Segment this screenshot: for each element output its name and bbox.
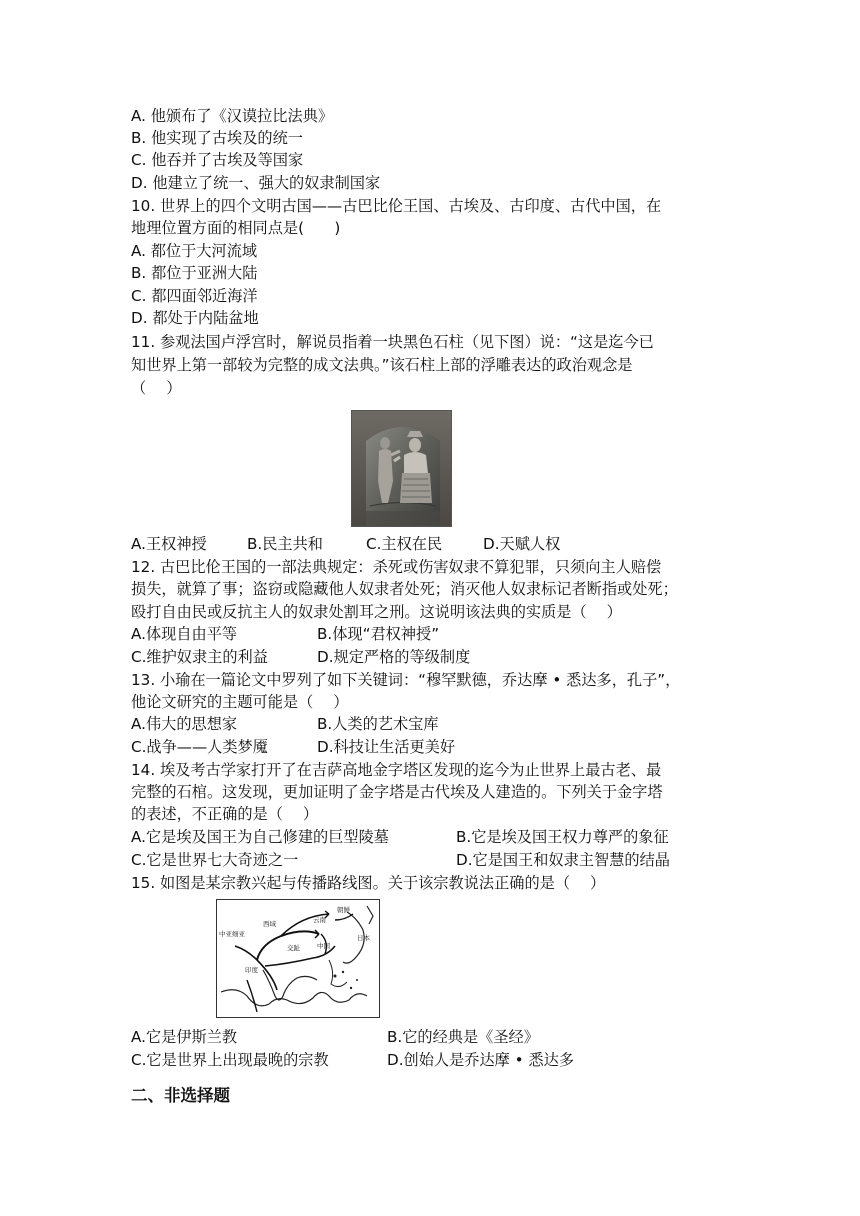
map-label-china: 中国 (317, 942, 330, 950)
hammurabi-stele-image (351, 410, 452, 527)
map-label-india: 印度 (245, 966, 258, 974)
q11-stem-line2: 知世界上第一部较为完整的成文法典。”该石柱上部的浮雕表达的政治观念是 (131, 356, 633, 374)
q11-option-b: B.民主共和 (247, 535, 323, 553)
q13-option-d: D.科技让生活更美好 (317, 738, 456, 756)
q14-option-c: C.它是世界七大奇迹之一 (131, 851, 299, 869)
q9-option-d: D. 他建立了统一、强大的奴隶制国家 (131, 174, 381, 192)
q9-option-c: C. 他吞并了古埃及等国家 (131, 151, 304, 169)
q14-stem-line2: 完整的石棺。这发现，更加证明了金字塔是古代埃及人建造的。下列关于金字塔 (131, 783, 663, 801)
q13-option-a: A.伟大的思想家 (131, 715, 238, 733)
q11-option-a: A.王权神授 (131, 535, 207, 553)
q15-option-a: A.它是伊斯兰教 (131, 1028, 238, 1046)
q11-stem-line1: 11. 参观法国卢浮宫时，解说员指着一块黑色石柱（见下图）说：“这是迄今已 (131, 333, 654, 351)
q12-stem-line1: 12. 古巴比伦王国的一部法典规定：杀死或伤害奴隶不算犯罪，只须向主人赔偿 (131, 558, 662, 576)
q13-stem-line2: 他论文研究的主题可能是（ ） (131, 693, 349, 711)
map-label-yunnan: 云南 (313, 916, 326, 924)
q14-stem-line3: 的表述，不正确的是（ ） (131, 805, 319, 823)
q10-option-b: B. 都位于亚洲大陆 (131, 264, 258, 282)
q15-option-d: D.创始人是乔达摩 • 悉达多 (387, 1051, 575, 1069)
q14-stem-line1: 14. 埃及考古学家打开了在吉萨高地金字塔区发现的迄今为止世界上最古老、最 (131, 761, 662, 779)
religion-spread-map (216, 899, 380, 1018)
q12-option-c: C.维护奴隶主的利益 (131, 648, 268, 666)
map-label-korea: 朝鲜 (337, 906, 350, 914)
q11-option-d: D.天赋人权 (483, 535, 561, 553)
q9-option-a: A. 他颁布了《汉谟拉比法典》 (131, 107, 334, 125)
q12-option-d: D.规定严格的等级制度 (317, 648, 471, 666)
q10-option-a: A. 都位于大河流域 (131, 242, 258, 260)
q12-option-b: B.体现“君权神授” (317, 625, 440, 643)
map-label-jiaozhi: 交趾 (287, 944, 300, 952)
q12-option-a: A.体现自由平等 (131, 625, 238, 643)
map-label-central-asia: 中亚细亚 (219, 930, 245, 938)
q10-stem-line2: 地理位置方面的相同点是( ) (131, 219, 341, 237)
q14-option-d: D.它是国王和奴隶主智慧的结晶 (456, 851, 670, 869)
q13-stem-line1: 13. 小瑜在一篇论文中罗列了如下关键词：“穆罕默德，乔达摩 • 悉达多，孔子”， (131, 671, 681, 689)
map-label-japan: 日本 (357, 934, 370, 942)
section-title-non-choice: 二、非选择题 (131, 1086, 230, 1105)
q13-option-c: C.战争——人类梦魇 (131, 738, 268, 756)
q9-option-b: B. 他实现了古埃及的统一 (131, 129, 303, 147)
q15-option-b: B.它的经典是《圣经》 (387, 1028, 539, 1046)
q14-option-b: B.它是埃及国王权力尊严的象征 (456, 828, 669, 846)
q11-option-c: C.主权在民 (366, 535, 443, 553)
q10-stem-line1: 10. 世界上的四个文明古国——古巴比伦王国、古埃及、古印度、古代中国，在 (131, 197, 662, 215)
q12-stem-line3: 殴打自由民或反抗主人的奴隶处割耳之刑。这说明该法典的实质是（ ） (131, 603, 622, 621)
q10-option-d: D. 都处于内陆盆地 (131, 309, 259, 327)
map-label-xiyu: 西域 (263, 920, 276, 928)
q15-stem-line1: 15. 如图是某宗教兴起与传播路线图。关于该宗教说法正确的是（ ） (131, 874, 606, 892)
q15-option-c: C.它是世界上出现最晚的宗教 (131, 1051, 329, 1069)
q12-stem-line2: 损失，就算了事；盗窃或隐藏他人奴隶者处死；消灭他人奴隶标记者断指或处死； (131, 580, 678, 598)
q14-option-a: A.它是埃及国王为自己修建的巨型陵墓 (131, 828, 389, 846)
q10-option-c: C. 都四面邻近海洋 (131, 287, 258, 305)
q13-option-b: B.人类的艺术宝库 (317, 715, 439, 733)
q11-stem-line3: （ ） (131, 379, 182, 397)
